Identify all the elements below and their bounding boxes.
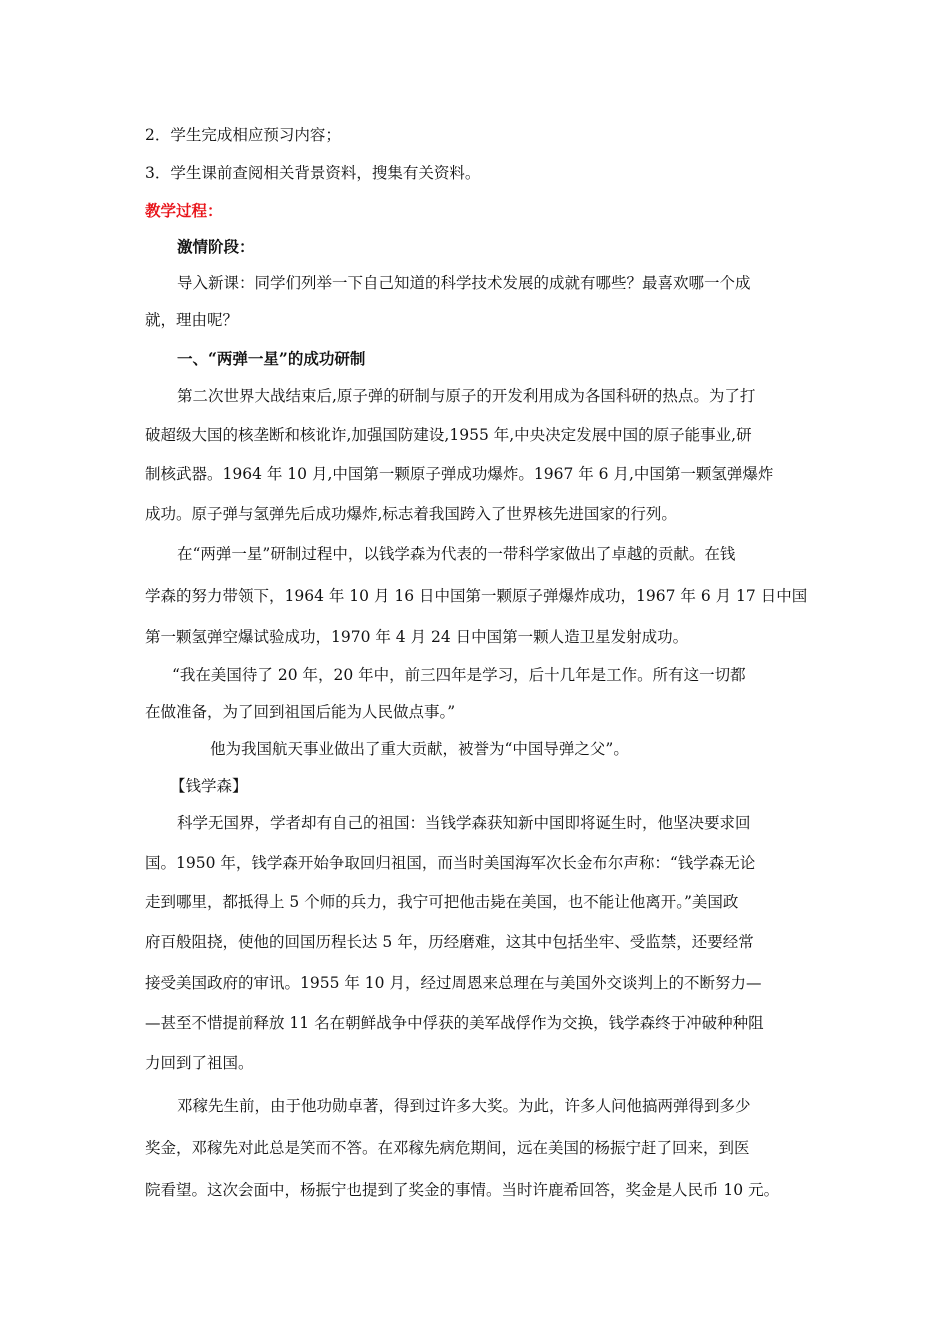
paragraph-line: 国。1950 年，钱学森开始争取回归祖国，而当时美国海军次长金布尔声称：“钱学森无论 xyxy=(145,854,756,872)
intro-line: 就，理由呢？ xyxy=(145,311,239,329)
paragraph-line: 第一颗氢弹空爆试验成功，1970 年 4 月 24 日中国第一颗人造卫星发射成功。 xyxy=(145,628,689,646)
intro-line: 导入新课：同学们列举一下自己知道的科学技术发展的成就有哪些？最喜欢哪一个成 xyxy=(177,274,751,292)
paragraph-line: 破超级大国的核垄断和核讹诈,加强国防建设,1955 年,中央决定发展中国的原子能事业,研 xyxy=(145,426,752,444)
tribute-line: 他为我国航天事业做出了重大贡献，被誉为“中国导弹之父”。 xyxy=(210,740,629,758)
prep-item-2: 2．学生完成相应预习内容； xyxy=(145,126,341,144)
paragraph-line: 在“两弹一星”研制过程中，以钱学森为代表的一带科学家做出了卓越的贡献。在钱 xyxy=(177,545,736,563)
paragraph-line: 邓稼先生前，由于他功勋卓著，得到过许多大奖。为此，许多人问他搞两弹得到多少 xyxy=(177,1097,751,1115)
section-1-heading: 一、“两弹一星”的成功研制 xyxy=(177,349,366,368)
paragraph-line: 第二次世界大战结束后,原子弹的研制与原子的开发利用成为各国科研的热点。为了打 xyxy=(177,387,756,405)
paragraph-line: —甚至不惜提前释放 11 名在朝鲜战争中俘获的美军战俘作为交换，钱学森终于冲破种种阻 xyxy=(145,1014,764,1032)
prep-item-3: 3．学生课前查阅相关背景资料，搜集有关资料。 xyxy=(145,164,481,182)
paragraph-line: 府百般阻挠，使他的回国历程长达 5 年，历经磨难，这其中包括坐牢、受监禁，还要经常 xyxy=(145,933,754,951)
stage-heading: 激情阶段： xyxy=(177,237,255,256)
quote-line: “我在美国待了 20 年，20 年中，前三四年是学习，后十几年是工作。所有这一切都 xyxy=(172,666,746,684)
quote-line: 在做准备，为了回到祖国后能为人民做点事。” xyxy=(145,703,456,721)
paragraph-line: 制核武器。1964 年 10 月,中国第一颗原子弹成功爆炸。1967 年 6 月,中国第一颗氢弹爆炸 xyxy=(145,465,774,483)
paragraph-line: 学森的努力带领下，1964 年 10 月 16 日中国第一颗原子弹爆炸成功，1967 年 6 月 17 日中国 xyxy=(145,587,808,605)
paragraph-line: 接受美国政府的审讯。1955 年 10 月，经过周恩来总理在与美国外交谈判上的不断努力— xyxy=(145,974,762,992)
paragraph-line: 奖金，邓稼先对此总是笑而不答。在邓稼先病危期间，远在美国的杨振宁赶了回来，到医 xyxy=(145,1139,750,1157)
paragraph-line: 科学无国界，学者却有自己的祖国：当钱学森获知新中国即将诞生时，他坚决要求回 xyxy=(177,814,751,832)
paragraph-line: 成功。原子弹与氢弹先后成功爆炸,标志着我国跨入了世界核先进国家的行列。 xyxy=(145,505,677,523)
qian-xuesen-tag: 【钱学森】 xyxy=(170,777,248,795)
paragraph-line: 走到哪里，都抵得上 5 个师的兵力，我宁可把他击毙在美国，也不能让他离开。”美国政 xyxy=(145,893,739,911)
paragraph-line: 院看望。这次会面中，杨振宁也提到了奖金的事情。当时许鹿希回答，奖金是人民币 10 元。 xyxy=(145,1181,780,1199)
paragraph-line: 力回到了祖国。 xyxy=(145,1054,254,1072)
teaching-process-heading: 教学过程： xyxy=(145,201,223,220)
